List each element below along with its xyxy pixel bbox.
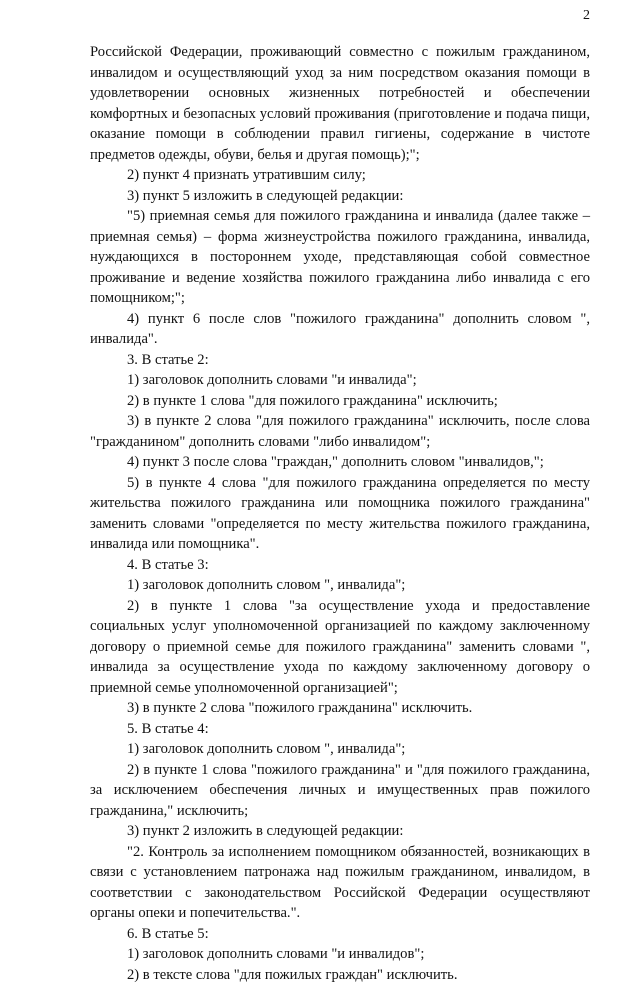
paragraph: 1) заголовок дополнить словом ", инвалида"; xyxy=(90,575,590,596)
paragraph: 2) в пункте 1 слова "пожилого гражданина" и "для пожилого гражданина, за исключением обеспечения личных и имущественных прав пожилого гражданина," исключить; xyxy=(90,760,590,822)
paragraph: 5. В статье 4: xyxy=(90,719,590,740)
paragraph: 2) пункт 4 признать утратившим силу; xyxy=(90,165,590,186)
paragraph: 1) заголовок дополнить словами "и инвалидов"; xyxy=(90,944,590,965)
paragraph: 1) заголовок дополнить словом ", инвалида"; xyxy=(90,739,590,760)
paragraph: Российской Федерации, проживающий совместно с пожилым гражданином, инвалидом и осуществляющий уход за ним посредством оказания помощи в удовлетворении основных жизненных потребностей и обеспечении комфортных и безопасных условий проживания (приготовление и подача пищи, оказание помощи в соблюдении правил гигиены, содержание в чистоте предметов одежды, обуви, белья и другая помощь);"; xyxy=(90,42,590,165)
paragraph: 4) пункт 6 после слов "пожилого гражданина" дополнить словом ", инвалида". xyxy=(90,309,590,350)
paragraph: 1) заголовок дополнить словами "и инвалида"; xyxy=(90,370,590,391)
paragraph: 2) в пункте 1 слова "за осуществление ухода и предоставление социальных услуг уполномоченной организацией по каждому заключенному договору о приемной семье для пожилого гражданина" заменить словами ", инвалида за осуществление ухода по каждому заключенному договору о приемной семье уполномоченной организацией"; xyxy=(90,596,590,699)
paragraph: 4. В статье 3: xyxy=(90,555,590,576)
paragraph: "5) приемная семья для пожилого гражданина и инвалида (далее также – приемная семья) – форма жизнеустройства пожилого гражданина, инвалида, нуждающихся в постороннем уходе, представляющая собой совместное проживание и ведение хозяйства пожилого гражданина либо инвалида с его помощником;"; xyxy=(90,206,590,309)
paragraph: 2) в тексте слова "для пожилых граждан" исключить. xyxy=(90,965,590,985)
paragraph: 3) пункт 2 изложить в следующей редакции: xyxy=(90,821,590,842)
paragraph: 3) пункт 5 изложить в следующей редакции: xyxy=(90,186,590,207)
paragraph: 5) в пункте 4 слова "для пожилого гражданина определяется по месту жительства пожилого гражданина или помощника пожилого гражданина" заменить словами "определяется по месту жительства пожилого гражданина, инвалида или помощника". xyxy=(90,473,590,555)
document-body xyxy=(90,42,590,985)
paragraph: 3) в пункте 2 слова "пожилого гражданина" исключить. xyxy=(90,698,590,719)
paragraph: 6. В статье 5: xyxy=(90,924,590,945)
paragraph: 4) пункт 3 после слова "граждан," дополнить словом "инвалидов,"; xyxy=(90,452,590,473)
paragraph: 2) в пункте 1 слова "для пожилого гражданина" исключить; xyxy=(90,391,590,412)
paragraph: "2. Контроль за исполнением помощником обязанностей, возникающих в связи с установлением патронажа над пожилым гражданином, инвалидом, в соответствии с законодательством Российской Федерации осуществляют органы опеки и попечительства.". xyxy=(90,842,590,924)
page-number: 2 xyxy=(583,6,590,27)
paragraph: 3. В статье 2: xyxy=(90,350,590,371)
paragraph: 3) в пункте 2 слова "для пожилого гражданина" исключить, после слова "гражданином" дополнить словами "либо инвалидом"; xyxy=(90,411,590,452)
